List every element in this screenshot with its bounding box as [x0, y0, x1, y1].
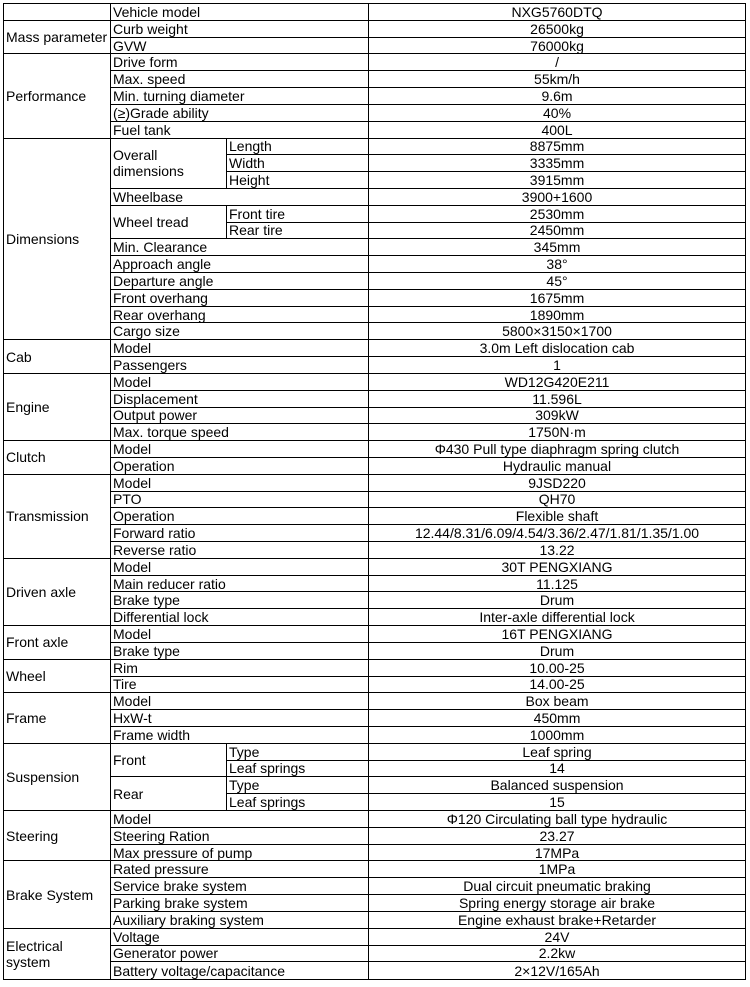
spec-row	[4, 878, 746, 895]
spec-value: Drum	[369, 642, 746, 659]
spec-value: Hydraulic manual	[369, 457, 746, 474]
spec-label: Drive form	[111, 54, 369, 71]
spec-label: Leaf springs	[227, 794, 369, 811]
spec-row	[4, 726, 746, 743]
spec-label: Frame width	[111, 726, 369, 743]
spec-value: 2×12V/165Ah	[369, 962, 746, 980]
spec-label: Rated pressure	[111, 861, 369, 878]
spec-row	[4, 491, 746, 508]
spec-row	[4, 474, 746, 491]
spec-row	[4, 138, 746, 155]
spec-label: Passengers	[111, 357, 369, 374]
subgroup-front: Front	[111, 743, 227, 777]
spec-row	[4, 861, 746, 878]
spec-label: Model	[111, 558, 369, 575]
spec-value: 26500kg	[369, 20, 746, 37]
category-cab: Cab	[4, 340, 111, 374]
category-frame: Frame	[4, 693, 111, 743]
category-dimensions: Dimensions	[4, 138, 111, 340]
spec-value: 9JSD220	[369, 474, 746, 491]
spec-label: Model	[111, 340, 369, 357]
spec-label: Front overhang	[111, 289, 369, 306]
spec-value: 17MPa	[369, 844, 746, 861]
spec-value: Inter-axle differential lock	[369, 609, 746, 626]
subgroup-wheel-tread: Wheel tread	[111, 205, 227, 239]
spec-row	[4, 390, 746, 407]
spec-value: 76000kg	[369, 37, 746, 54]
spec-value: /	[369, 54, 746, 71]
spec-row	[4, 962, 746, 980]
spec-row	[4, 256, 746, 273]
spec-value: 40%	[369, 104, 746, 121]
spec-row	[4, 777, 746, 794]
category-wheel: Wheel	[4, 659, 111, 693]
spec-label: Model	[111, 441, 369, 458]
spec-row	[4, 928, 746, 945]
spec-row	[4, 54, 746, 71]
spec-label: Approach angle	[111, 256, 369, 273]
category-front-axle: Front axle	[4, 626, 111, 660]
spec-label: Parking brake system	[111, 895, 369, 912]
spec-label: Curb weight	[111, 20, 369, 37]
spec-value: 15	[369, 794, 746, 811]
spec-label: Voltage	[111, 928, 369, 945]
spec-row	[4, 4, 746, 21]
category-driven-axle: Driven axle	[4, 558, 111, 625]
spec-value: QH70	[369, 491, 746, 508]
category-brake-system: Brake System	[4, 861, 111, 928]
category-clutch: Clutch	[4, 441, 111, 475]
spec-value: 3.0m Left dislocation cab	[369, 340, 746, 357]
category-blank	[4, 4, 111, 21]
spec-value: 14	[369, 760, 746, 777]
spec-label: Steering Ration	[111, 827, 369, 844]
spec-label: Max. speed	[111, 71, 369, 88]
spec-row	[4, 743, 746, 760]
spec-table-body	[4, 4, 746, 980]
spec-row	[4, 609, 746, 626]
spec-value: 14.00-25	[369, 676, 746, 693]
spec-row	[4, 945, 746, 962]
spec-value: 55km/h	[369, 71, 746, 88]
spec-value: Engine exhaust brake+Retarder	[369, 911, 746, 928]
spec-row	[4, 642, 746, 659]
spec-label: Cargo size	[111, 323, 369, 340]
spec-row	[4, 626, 746, 643]
spec-label: Differential lock	[111, 609, 369, 626]
spec-row	[4, 676, 746, 693]
spec-label: Reverse ratio	[111, 542, 369, 559]
spec-row	[4, 323, 746, 340]
spec-value: 13.22	[369, 542, 746, 559]
spec-value: 345mm	[369, 239, 746, 256]
spec-label: Min. Clearance	[111, 239, 369, 256]
spec-value: Flexible shaft	[369, 508, 746, 525]
spec-value: 1	[369, 357, 746, 374]
spec-label: Vehicle model	[111, 4, 369, 21]
category-mass-parameter: Mass parameter	[4, 20, 111, 54]
spec-row	[4, 121, 746, 138]
spec-row	[4, 844, 746, 861]
spec-value: 2450mm	[369, 222, 746, 239]
spec-value: 5800×3150×1700	[369, 323, 746, 340]
spec-row	[4, 340, 746, 357]
spec-label: Model	[111, 811, 369, 828]
spec-label: Front tire	[227, 205, 369, 222]
spec-value: 400L	[369, 121, 746, 138]
spec-row	[4, 273, 746, 290]
spec-value: 9.6m	[369, 88, 746, 105]
spec-label: Battery voltage/capacitance	[111, 962, 369, 980]
spec-label: Wheelbase	[111, 188, 369, 205]
spec-row	[4, 239, 746, 256]
spec-value: Drum	[369, 592, 746, 609]
spec-value: 3915mm	[369, 172, 746, 189]
spec-value: Dual circuit pneumatic braking	[369, 878, 746, 895]
category-suspension: Suspension	[4, 743, 111, 810]
spec-label: Generator power	[111, 945, 369, 962]
spec-row	[4, 457, 746, 474]
spec-label: Rim	[111, 659, 369, 676]
spec-label: Brake type	[111, 592, 369, 609]
spec-row	[4, 424, 746, 441]
category-steering: Steering	[4, 811, 111, 861]
spec-row	[4, 104, 746, 121]
spec-label: Model	[111, 373, 369, 390]
spec-value: 16T PENGXIANG	[369, 626, 746, 643]
spec-value: Box beam	[369, 693, 746, 710]
spec-label: Min. turning diameter	[111, 88, 369, 105]
spec-label: GVW	[111, 37, 369, 54]
spec-label: HxW-t	[111, 710, 369, 727]
spec-row	[4, 306, 746, 323]
spec-value: Leaf spring	[369, 743, 746, 760]
spec-row	[4, 188, 746, 205]
spec-row	[4, 289, 746, 306]
spec-row	[4, 357, 746, 374]
subgroup-overall-dimensions: Overall dimensions	[111, 138, 227, 188]
spec-row	[4, 558, 746, 575]
spec-row	[4, 911, 746, 928]
spec-label: Operation	[111, 508, 369, 525]
spec-value: 10.00-25	[369, 659, 746, 676]
spec-row	[4, 71, 746, 88]
spec-table	[3, 3, 746, 980]
spec-row	[4, 895, 746, 912]
spec-label: Output power	[111, 407, 369, 424]
spec-row	[4, 441, 746, 458]
spec-label: Model	[111, 693, 369, 710]
spec-label: Main reducer ratio	[111, 575, 369, 592]
spec-value: Balanced suspension	[369, 777, 746, 794]
spec-label: Rear overhang	[111, 306, 369, 323]
spec-value: 8875mm	[369, 138, 746, 155]
spec-value: Spring energy storage air brake	[369, 895, 746, 912]
spec-value: 11.125	[369, 575, 746, 592]
spec-row	[4, 20, 746, 37]
spec-value: NXG5760DTQ	[369, 4, 746, 21]
spec-row	[4, 542, 746, 559]
spec-value: 23.27	[369, 827, 746, 844]
spec-value: 1MPa	[369, 861, 746, 878]
spec-row	[4, 659, 746, 676]
category-transmission: Transmission	[4, 474, 111, 558]
spec-value: 450mm	[369, 710, 746, 727]
spec-label: Length	[227, 138, 369, 155]
spec-label: PTO	[111, 491, 369, 508]
spec-label: Max. torque speed	[111, 424, 369, 441]
spec-row	[4, 407, 746, 424]
category-engine: Engine	[4, 373, 111, 440]
spec-row	[4, 710, 746, 727]
spec-value: Φ120 Circulating ball type hydraulic	[369, 811, 746, 828]
spec-value: WD12G420E211	[369, 373, 746, 390]
subgroup-rear: Rear	[111, 777, 227, 811]
spec-value: 3335mm	[369, 155, 746, 172]
spec-row	[4, 37, 746, 54]
spec-label: Departure angle	[111, 273, 369, 290]
spec-value: 30T PENGXIANG	[369, 558, 746, 575]
spec-label: Operation	[111, 457, 369, 474]
spec-value: 11.596L	[369, 390, 746, 407]
spec-value: 309kW	[369, 407, 746, 424]
spec-row	[4, 827, 746, 844]
spec-label: (≥)Grade ability	[111, 104, 369, 121]
spec-label: Tire	[111, 676, 369, 693]
spec-value: 1750N·m	[369, 424, 746, 441]
spec-value: 1890mm	[369, 306, 746, 323]
spec-label: Type	[227, 743, 369, 760]
spec-label: Model	[111, 626, 369, 643]
spec-label: Displacement	[111, 390, 369, 407]
spec-value: 12.44/8.31/6.09/4.54/3.36/2.47/1.81/1.35/1.00	[369, 525, 746, 542]
spec-label: Model	[111, 474, 369, 491]
spec-label: Fuel tank	[111, 121, 369, 138]
category-performance: Performance	[4, 54, 111, 138]
spec-row	[4, 205, 746, 222]
spec-label: Service brake system	[111, 878, 369, 895]
spec-label: Height	[227, 172, 369, 189]
spec-label: Leaf springs	[227, 760, 369, 777]
spec-value: 2530mm	[369, 205, 746, 222]
spec-row	[4, 575, 746, 592]
spec-value: 24V	[369, 928, 746, 945]
spec-row	[4, 525, 746, 542]
spec-label: Width	[227, 155, 369, 172]
spec-row	[4, 88, 746, 105]
spec-label: Forward ratio	[111, 525, 369, 542]
spec-value: Φ430 Pull type diaphragm spring clutch	[369, 441, 746, 458]
spec-value: 1000mm	[369, 726, 746, 743]
spec-row	[4, 811, 746, 828]
spec-label: Brake type	[111, 642, 369, 659]
spec-value: 45°	[369, 273, 746, 290]
spec-row	[4, 693, 746, 710]
spec-value: 3900+1600	[369, 188, 746, 205]
spec-value: 2.2kw	[369, 945, 746, 962]
spec-value: 38°	[369, 256, 746, 273]
spec-label: Type	[227, 777, 369, 794]
spec-row	[4, 508, 746, 525]
spec-row	[4, 373, 746, 390]
category-electrical-system: Electrical system	[4, 928, 111, 979]
spec-value: 1675mm	[369, 289, 746, 306]
spec-row	[4, 592, 746, 609]
spec-label: Auxiliary braking system	[111, 911, 369, 928]
spec-label: Max pressure of pump	[111, 844, 369, 861]
spec-label: Rear tire	[227, 222, 369, 239]
